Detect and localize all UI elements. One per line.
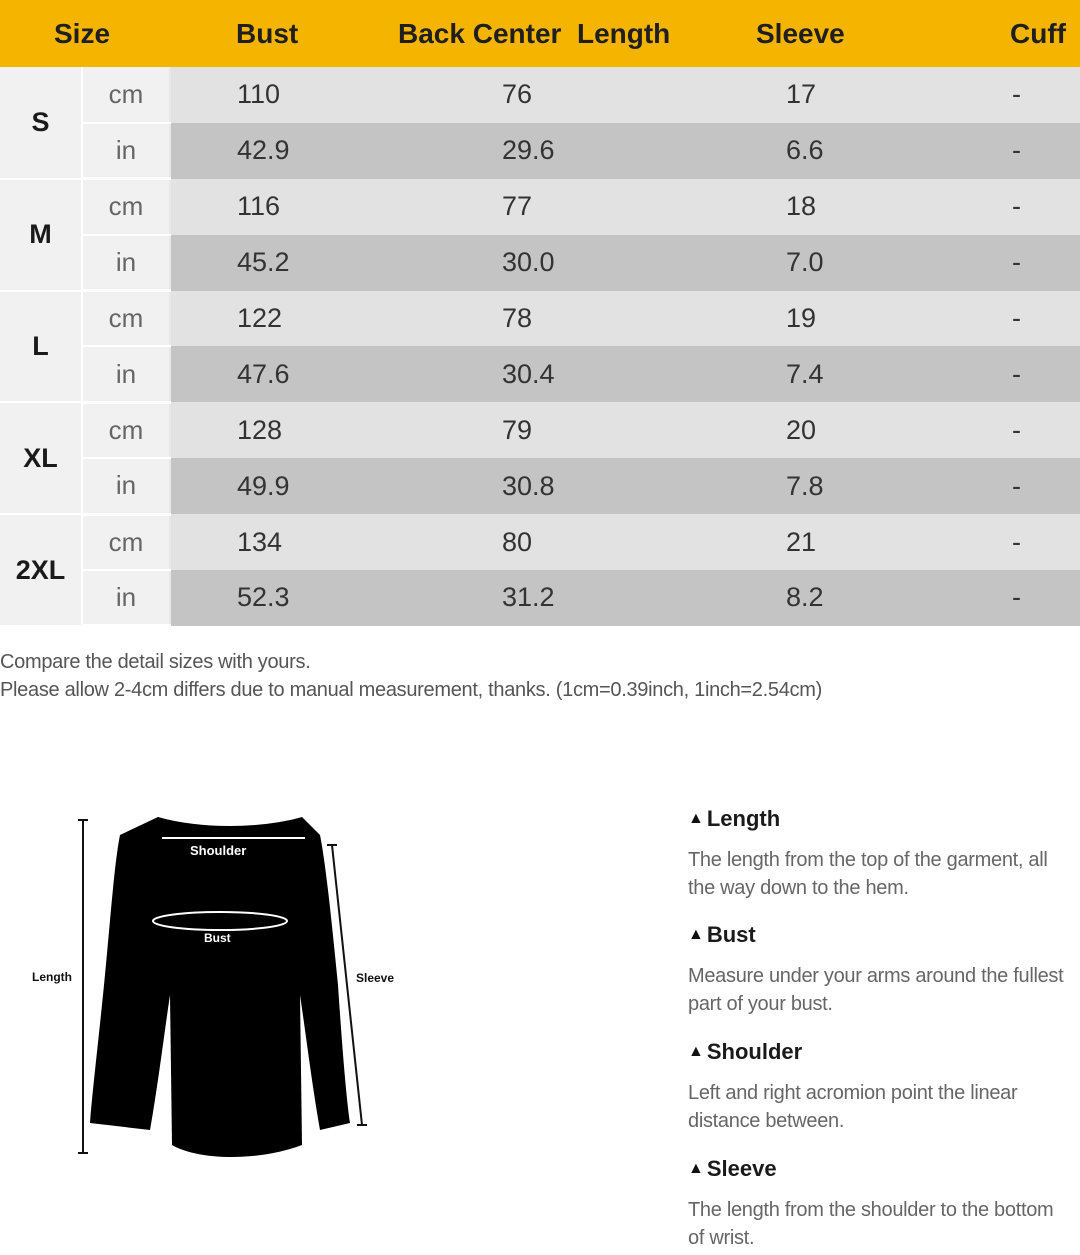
unit-label: in [82, 346, 170, 402]
bust-value: 122 [170, 291, 360, 347]
cuff-value: - [910, 514, 1080, 570]
description-title [688, 1039, 1068, 1065]
length-value: 29.6 [360, 123, 686, 179]
length-value: 30.8 [360, 458, 686, 514]
table-row [0, 458, 1080, 514]
sleeve-value: 17 [686, 67, 910, 123]
unit-label: cm [82, 179, 170, 235]
cuff-value: - [910, 570, 1080, 626]
description-shoulder [688, 1039, 1068, 1135]
triangle-icon: ▲ [688, 1043, 704, 1060]
sleeve-value: 19 [686, 291, 910, 347]
cuff-value: - [910, 123, 1080, 179]
table-row [0, 291, 1080, 347]
description-title-text: Length [706, 806, 781, 831]
sleeve-value: 21 [686, 514, 910, 570]
cuff-value: - [910, 402, 1080, 458]
sleeve-value: 6.6 [686, 123, 910, 179]
description-title-text: Shoulder [706, 1039, 803, 1064]
bust-value: 52.3 [170, 570, 360, 626]
bust-value: 134 [170, 514, 360, 570]
bust-value: 128 [170, 402, 360, 458]
sweater-illustration [20, 805, 420, 1175]
description-sleeve [688, 1156, 1068, 1252]
length-value: 30.4 [360, 346, 686, 402]
length-value: 80 [360, 514, 686, 570]
cuff-value: - [910, 179, 1080, 235]
table-row [0, 402, 1080, 458]
bust-value: 110 [170, 67, 360, 123]
size-label: S [0, 67, 82, 179]
unit-label: in [82, 123, 170, 179]
description-title [688, 806, 1068, 832]
unit-label: in [82, 570, 170, 626]
diagram-label-bust: Bust [204, 931, 231, 945]
diagram-label-length: Length [32, 970, 72, 984]
note-tolerance: Please allow 2-4cm differs due to manual measurement, thanks. (1cm=0.39inch, 1inch=2.54cm) [0, 679, 822, 701]
header-sleeve: Sleeve [756, 17, 845, 49]
description-title [688, 922, 1068, 948]
bust-value: 45.2 [170, 235, 360, 291]
unit-label: cm [82, 402, 170, 458]
sleeve-value: 18 [686, 179, 910, 235]
unit-label: cm [82, 514, 170, 570]
header-size: Size [54, 17, 111, 49]
cuff-value: - [910, 346, 1080, 402]
description-title [688, 1156, 1068, 1182]
size-label: M [0, 179, 82, 291]
table-row [0, 514, 1080, 570]
cuff-value: - [910, 291, 1080, 347]
sleeve-value: 8.2 [686, 570, 910, 626]
description-text: Left and right acromion point the linear distance between. [688, 1082, 1018, 1132]
description-length [688, 806, 1068, 902]
table-header-row [0, 0, 1080, 67]
unit-label: in [82, 235, 170, 291]
cuff-value: - [910, 235, 1080, 291]
header-bust: Bust [236, 17, 299, 49]
description-title-text: Sleeve [706, 1156, 777, 1181]
length-value: 77 [360, 179, 686, 235]
cuff-value: - [910, 67, 1080, 123]
table-row [0, 570, 1080, 626]
size-label: L [0, 291, 82, 403]
description-text: The length from the shoulder to the bottom of wrist. [688, 1199, 1054, 1249]
length-value: 31.2 [360, 570, 686, 626]
size-label: 2XL [0, 514, 82, 626]
table-row [0, 179, 1080, 235]
bust-value: 42.9 [170, 123, 360, 179]
sleeve-value: 7.0 [686, 235, 910, 291]
unit-label: cm [82, 291, 170, 347]
unit-label: cm [82, 67, 170, 123]
bust-value: 49.9 [170, 458, 360, 514]
diagram-label-sleeve: Sleeve [356, 971, 395, 985]
diagram-label-shoulder: Shoulder [190, 843, 247, 858]
table-row [0, 123, 1080, 179]
garment-diagram [20, 805, 420, 1175]
cuff-value: - [910, 458, 1080, 514]
table-row [0, 346, 1080, 402]
sleeve-value: 7.8 [686, 458, 910, 514]
note-compare: Compare the detail sizes with yours. [0, 651, 311, 673]
length-value: 30.0 [360, 235, 686, 291]
triangle-icon: ▲ [688, 926, 704, 943]
description-text: Measure under your arms around the fullest part of your bust. [688, 965, 1064, 1015]
table-row [0, 235, 1080, 291]
description-text: The length from the top of the garment, all the way down to the hem. [688, 849, 1048, 899]
triangle-icon: ▲ [688, 1160, 704, 1177]
size-label: XL [0, 402, 82, 514]
header-back-center-length: Back Center Length [398, 17, 671, 49]
length-value: 79 [360, 402, 686, 458]
unit-label: in [82, 458, 170, 514]
triangle-icon: ▲ [688, 810, 704, 827]
table-row [0, 67, 1080, 123]
header-cuff: Cuff [1010, 17, 1066, 49]
length-value: 76 [360, 67, 686, 123]
description-title-text: Bust [706, 922, 756, 947]
bust-value: 47.6 [170, 346, 360, 402]
description-bust [688, 922, 1068, 1018]
length-value: 78 [360, 291, 686, 347]
sleeve-value: 7.4 [686, 346, 910, 402]
sleeve-value: 20 [686, 402, 910, 458]
size-chart-table [0, 0, 1080, 627]
bust-value: 116 [170, 179, 360, 235]
